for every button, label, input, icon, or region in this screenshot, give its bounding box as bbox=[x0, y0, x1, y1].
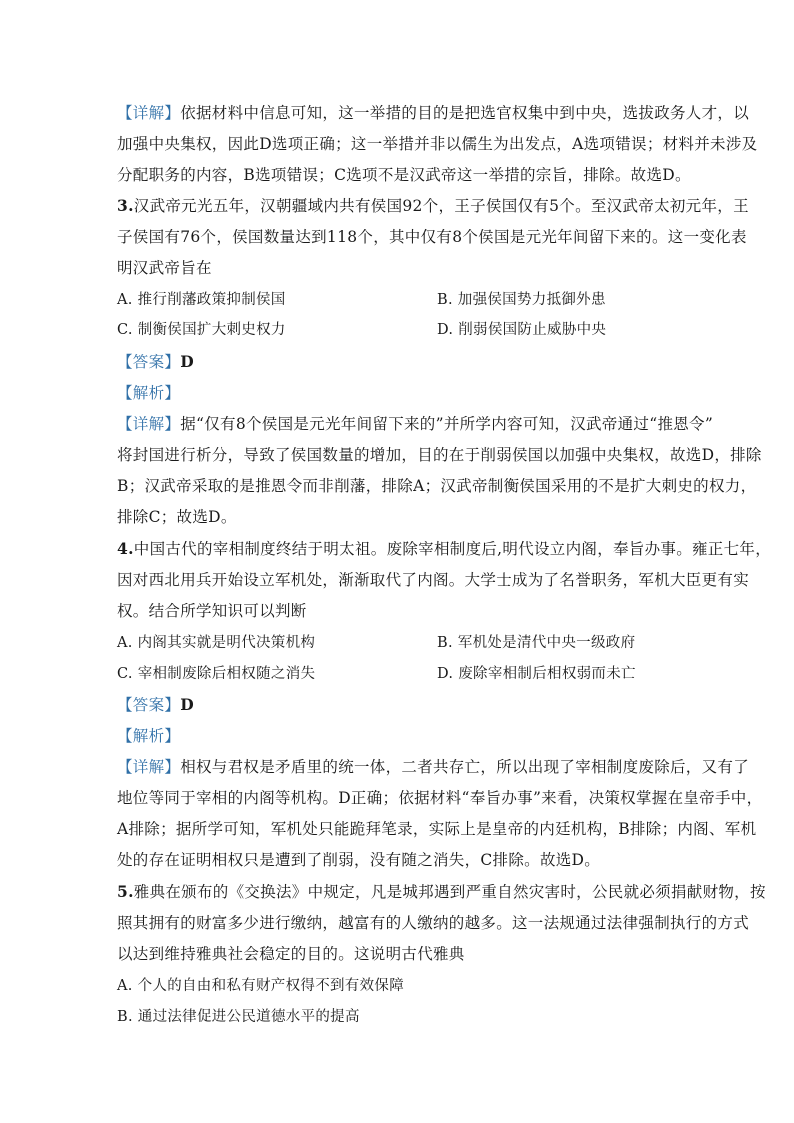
question-5-stem: 照其拥有的财富多少进行缴纳，越富有的人缴纳的越多。这一法规通过法律强制执行的方式 bbox=[117, 914, 750, 932]
question-4-detail: 【详解】相权与君权是矛盾里的统一体，二者共存亡，所以出现了宰相制度废除后，又有了 bbox=[117, 758, 750, 776]
answer-value: D bbox=[180, 695, 194, 714]
question-4-detail: 地位等同于宰相的内阁等机构。D正确；依据材料“奉旨办事”来看，决策权掌握在皇帝手中， bbox=[117, 789, 763, 807]
question-4-stem: 权。结合所学知识可以判断 bbox=[117, 602, 307, 620]
question-3-stem: 明汉武帝旨在 bbox=[117, 259, 212, 277]
detail-line: 加强中央集权，因此D选项正确；这一举措并非以儒生为出发点，A选项错误；材料并未涉及 bbox=[117, 135, 758, 153]
answer-tag: 【答案】 bbox=[117, 353, 181, 371]
question-5-stem: 5.雅典在颁布的《交换法》中规定，凡是城邦遇到严重自然灾害时，公民就必须捐献财物，按 bbox=[117, 882, 766, 901]
question-3-detail: B；汉武帝采取的是推恩令而非削藩，排除A；汉武帝制衡侯国采用的不是扩大刺史的权力， bbox=[117, 477, 757, 495]
question-3-option-d: D. 削弱侯国防止威胁中央 bbox=[437, 322, 607, 338]
question-4-detail: A排除；据所学可知，军机处只能跪拜笔录，实际上是皇帝的内廷机构，B排除；内阁、军机 bbox=[117, 820, 757, 838]
question-5-stem: 以达到维持雅典社会稳定的目的。这说明古代雅典 bbox=[117, 945, 465, 963]
question-4-stem: 4.中国古代的宰相制度终结于明太祖。废除宰相制度后,明代设立内阁，奉旨办事。雍正七年， bbox=[117, 539, 772, 558]
detail-tag: 【详解】 bbox=[117, 415, 181, 433]
detail-tag: 【详解】 bbox=[117, 758, 181, 776]
question-3-answer bbox=[117, 352, 194, 372]
question-4-number: 4. bbox=[117, 539, 134, 558]
question-3-analysis-tag: 【解析】 bbox=[117, 384, 181, 402]
question-3-option-c: C. 制衡侯国扩大刺史权力 bbox=[117, 322, 286, 338]
question-5-option-a: A. 个人的自由和私有财产权得不到有效保障 bbox=[117, 978, 404, 994]
detail-line bbox=[117, 103, 749, 123]
answer-value: D bbox=[180, 352, 194, 371]
question-4-answer bbox=[117, 695, 194, 715]
question-4-detail: 处的存在证明相权只是遭到了削弱，没有随之消失，C排除。故选D。 bbox=[117, 851, 601, 869]
detail-text: 依据材料中信息可知，这一举措的目的是把选官权集中到中央，选拔政务人才，以 bbox=[180, 104, 750, 122]
question-4-analysis-tag: 【解析】 bbox=[117, 727, 181, 745]
question-3-stem: 3.汉武帝元光五年，汉朝疆域内共有侯国92个，王子侯国仅有5个。至汉武帝太初元年，王 bbox=[117, 196, 749, 215]
question-4-option-d: D. 废除宰相制后相权弱而未亡 bbox=[437, 666, 636, 682]
question-3-detail: 将封国进行析分，导致了侯国数量的增加，目的在于削弱侯国以加强中央集权，故选D，排除 bbox=[117, 446, 762, 464]
question-3-option-a: A. 推行削藩政策抑制侯国 bbox=[117, 292, 286, 308]
question-4-stem: 因对西北用兵开始设立军机处，渐渐取代了内阁。大学士成为了名誉职务，军机大臣更有实 bbox=[117, 571, 750, 589]
question-3-number: 3. bbox=[117, 196, 134, 215]
question-3-detail: 排除C；故选D。 bbox=[117, 508, 237, 526]
question-3-option-b: B. 加强侯国势力抵御外患 bbox=[437, 292, 606, 308]
question-3-detail: 【详解】据“仅有8个侯国是元光年间留下来的”并所学内容可知，汉武帝通过“推恩令” bbox=[117, 415, 714, 433]
answer-tag: 【答案】 bbox=[117, 696, 181, 714]
question-3-stem: 子侯国有76个，侯国数量达到118个，其中仅有8个侯国是元光年间留下来的。这一变化表 bbox=[117, 228, 747, 246]
question-4-option-c: C. 宰相制废除后相权随之消失 bbox=[117, 666, 316, 682]
detail-line: 分配职务的内容，B选项错误；C选项不是汉武帝这一举措的宗旨，排除。故选D。 bbox=[117, 166, 691, 184]
question-4-option-b: B. 军机处是清代中央一级政府 bbox=[437, 635, 636, 651]
detail-tag: 【详解】 bbox=[117, 104, 181, 122]
question-5-number: 5. bbox=[117, 882, 134, 901]
question-5-option-b: B. 通过法律促进公民道德水平的提高 bbox=[117, 1009, 360, 1025]
question-4-option-a: A. 内阁其实就是明代决策机构 bbox=[117, 635, 316, 651]
